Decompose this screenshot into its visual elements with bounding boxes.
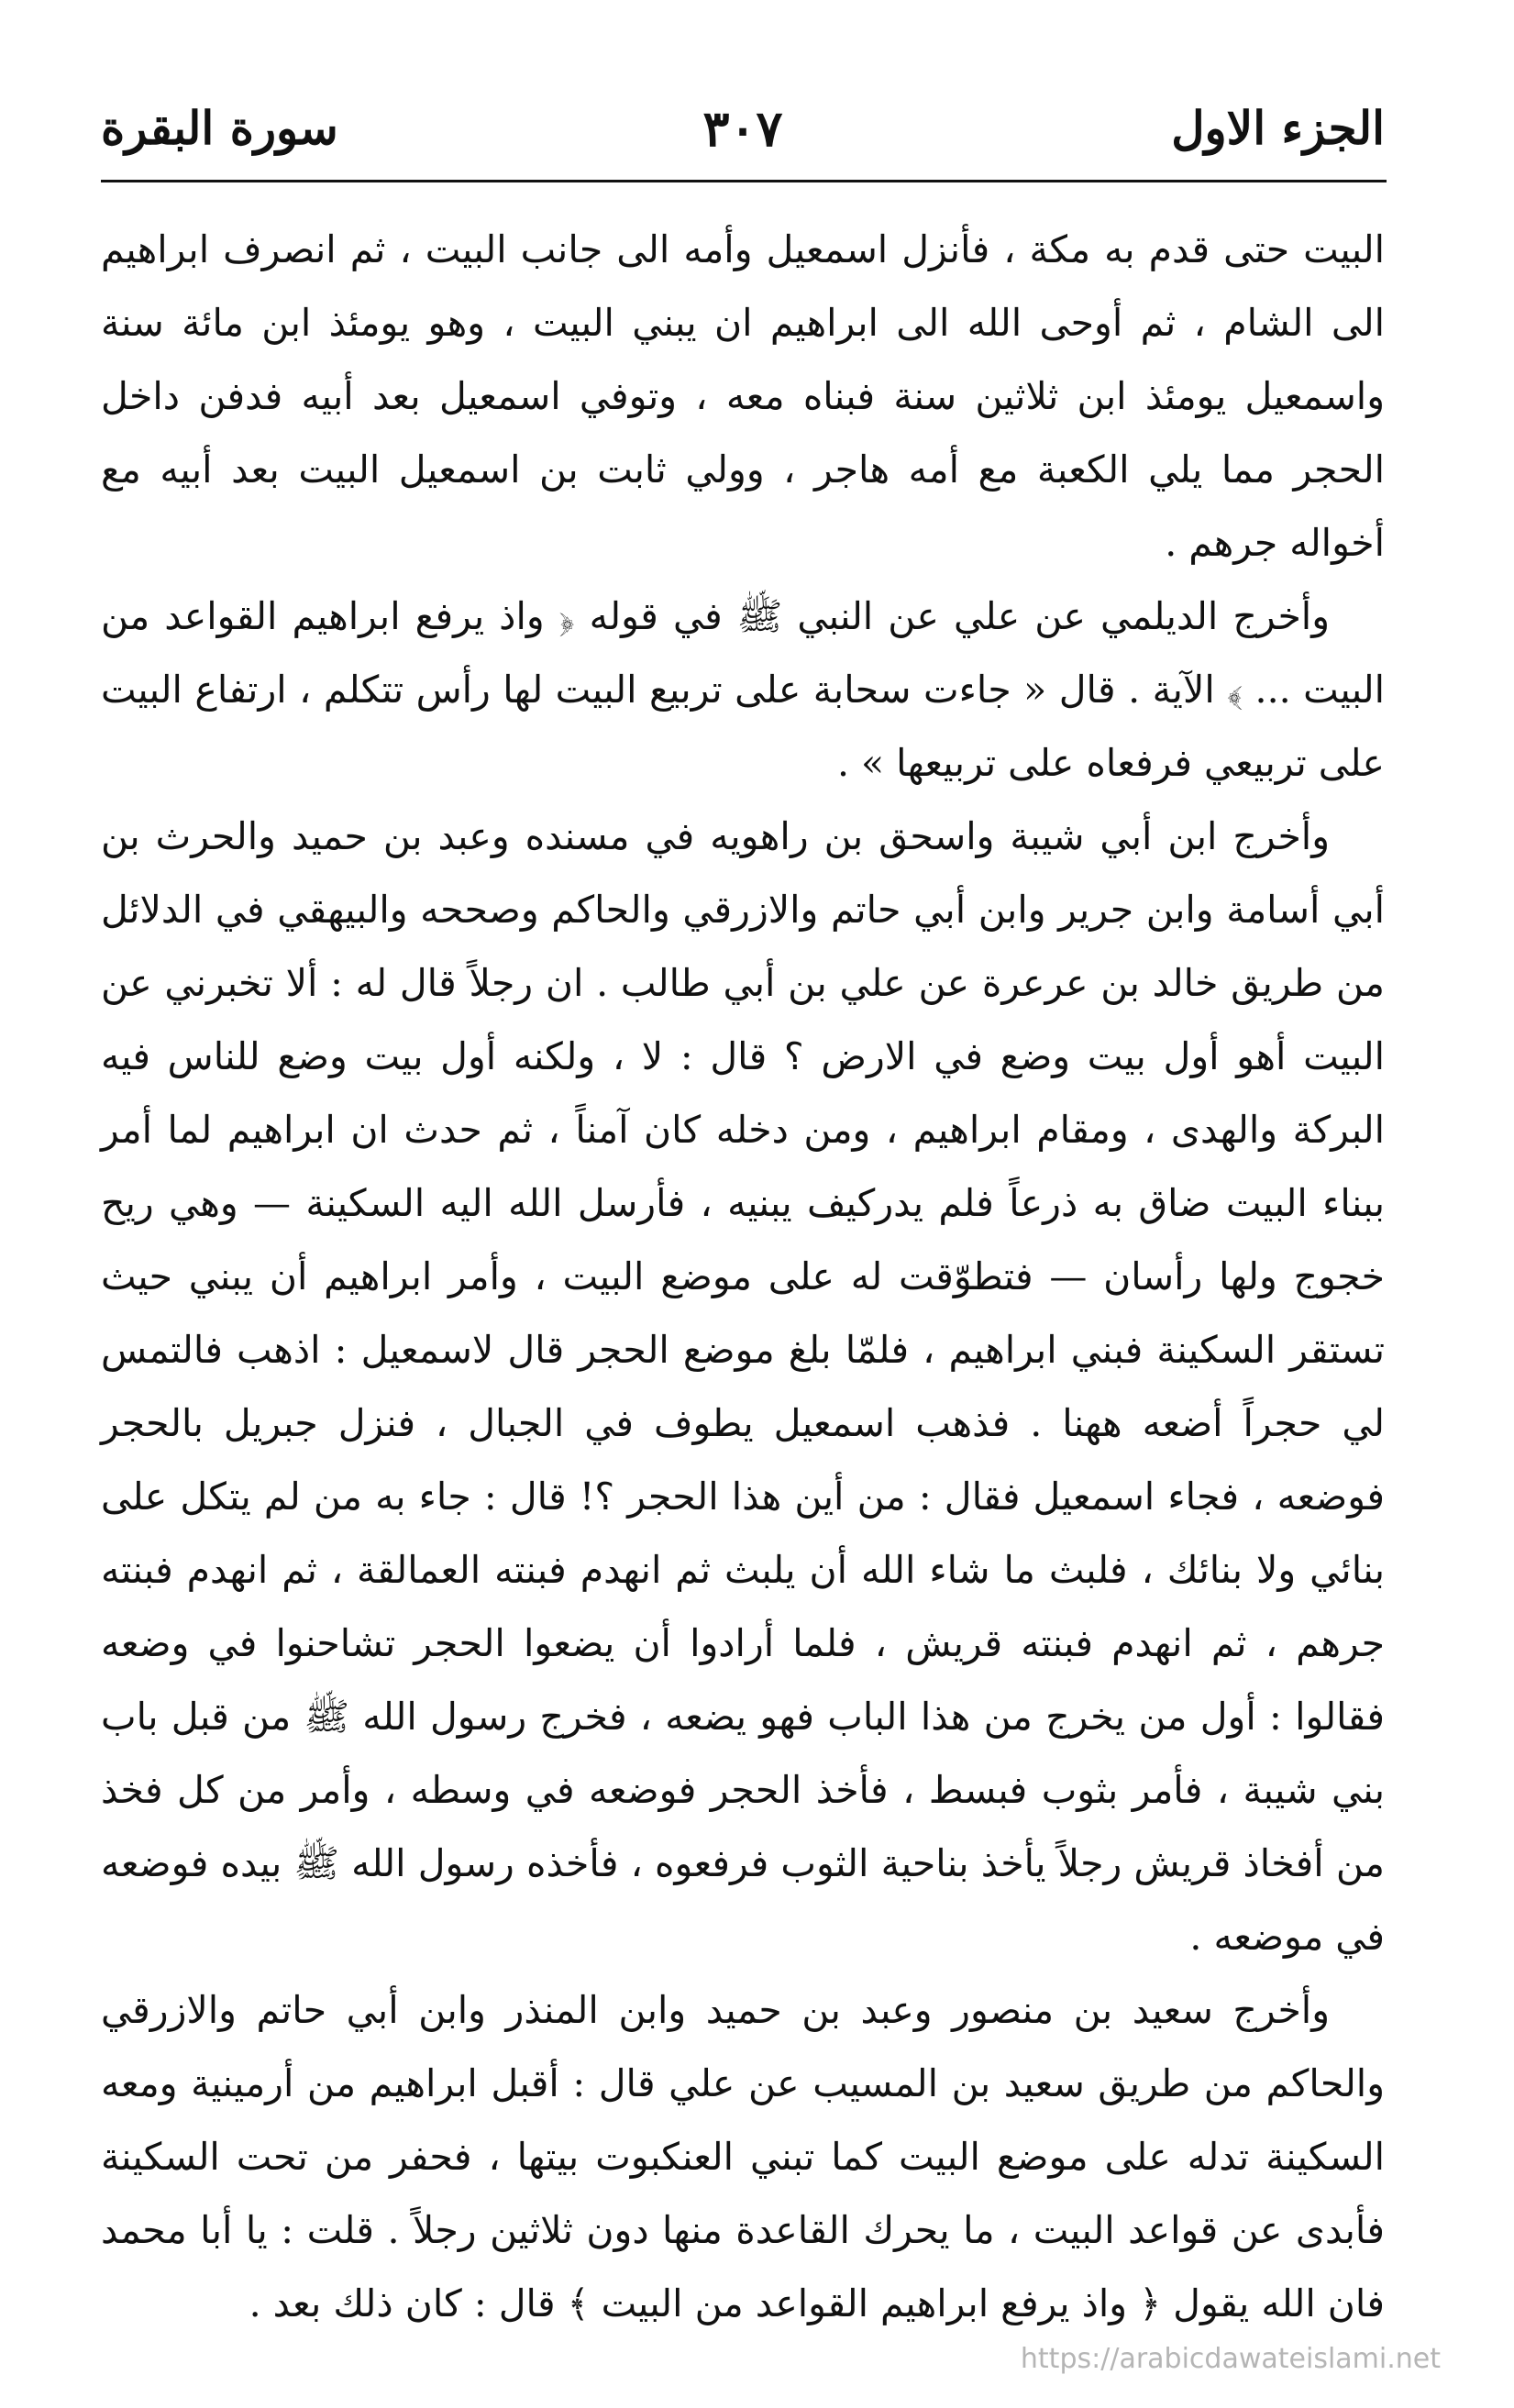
header-rule [101,180,1387,182]
watermark-url: https://arabicdawateislami.net [1020,2343,1441,2375]
volume-title: الجزء الاول [1171,101,1385,155]
surah-title: سورة البقرة [101,101,338,155]
paragraph-2: وأخرج الديلمي عن علي عن النبي ﷺ في قوله ﴿ واذ يرفع ابراهيم القواعد من البيت ... ﴾ الآية . قال « جاءت سحابة على تربيع البيت لها رأس تتكلم ، ارتفاع البيت على تربيعي فرفعاه على تربيعها » . [101,594,1385,785]
page-header [101,92,1385,165]
page-number: ٣٠٧ [702,99,783,158]
paragraph-3: وأخرج ابن أبي شيبة واسحق بن راهويه في مسنده وعبد بن حميد والحرث بن أبي أسامة وابن جرير وابن أبي حاتم والازرقي والحاكم وصححه والبيهقي في الدلائل من طريق خالد بن عرعرة عن علي بن أبي طالب . ان رجلاً قال له : ألا تخبرني عن البيت أهو أول بيت وضع في الارض ؟ قال : لا ، ولكنه أول بيت وضع للناس فيه البركة والهدى ، ومقام ابراهيم ، ومن دخله كان آمناً ، ثم حدث ان ابراهيم لما أمر ببناء البيت ضاق به ذرعاً فلم يدركيف يبنيه ، فأرسل الله اليه السكينة — وهي ريح خجوج ولها رأسان — فتطوّقت له على موضع البيت ، وأمر ابراهيم أن يبني حيث تستقر السكينة فبني ابراهيم ، فلمّا بلغ موضع الحجر قال لاسمعيل : اذهب فالتمس لي حجراً أضعه ههنا . فذهب اسمعيل يطوف في الجبال ، فنزل جبريل بالحجر فوضعه ، فجاء اسمعيل فقال : من أين هذا الحجر ؟! قال : جاء به من لم يتكل على بنائي ولا بنائك ، فلبث ما شاء الله أن يلبث ثم انهدم فبنته العمالقة ، ثم انهدم فبنته جرهم ، ثم انهدم فبنته قريش ، فلما أرادوا أن يضعوا الحجر تشاحنوا في وضعه فقالوا : أول من يخرج من هذا الباب فهو يضعه ، فخرج رسول الله ﷺ من قبل باب بني شيبة ، فأمر بثوب فبسط ، فأخذ الحجر فوضعه في وسطه ، وأمر من كل فخذ من أفخاذ قريش رجلاً يأخذ بناحية الثوب فرفعوه ، فأخذه رسول الله ﷺ بيده فوضعه في موضعه . [101,814,1385,1959]
page-body [101,213,1385,2340]
paragraph-4: وأخرج سعيد بن منصور وعبد بن حميد وابن المنذر وابن أبي حاتم والازرقي والحاكم من طريق سعيد بن المسيب عن علي قال : أقبل ابراهيم من أرمينية ومعه السكينة تدله على موضع البيت كما تبني العنكبوت بيتها ، فحفر من تحت السكينة فأبدى عن قواعد البيت ، ما يحرك القاعدة منها دون ثلاثين رجلاً . قلت : يا أبا محمد فان الله يقول ﴿ واذ يرفع ابراهيم القواعد من البيت ﴾ قال : كان ذلك بعد . [101,1988,1385,2325]
paragraph-1: البيت حتى قدم به مكة ، فأنزل اسمعيل وأمه الى جانب البيت ، ثم انصرف ابراهيم الى الشام ، ثم أوحى الله الى ابراهيم ان يبني البيت ، وهو يومئذ ابن مائة سنة واسمعيل يومئذ ابن ثلاثين سنة فبناه معه ، وتوفي اسمعيل بعد أبيه فدفن داخل الحجر مما يلي الكعبة مع أمه هاجر ، وولي ثابت بن اسمعيل البيت بعد أبيه مع أخواله جرهم . [101,227,1385,565]
